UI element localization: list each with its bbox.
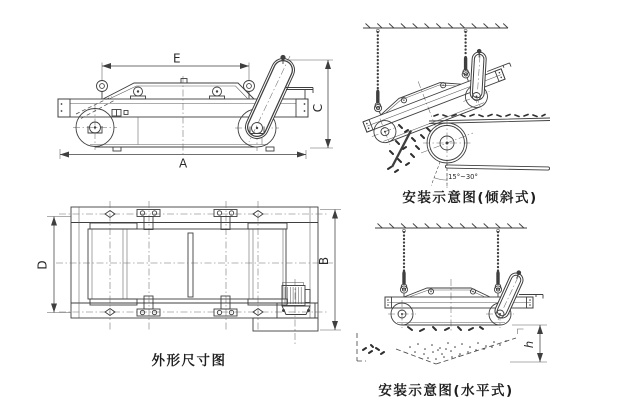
horizontal-installation-view [357, 224, 547, 400]
plan-view-caption: 外形尺寸图 [151, 353, 227, 369]
side-elevation-view [58, 52, 333, 171]
dim-label-e: E [173, 51, 181, 66]
left-pulley [73, 97, 117, 151]
material-dots [409, 340, 507, 360]
horizontal-view-caption: 安装示意图(水平式) [378, 383, 514, 399]
plan-view [36, 201, 342, 369]
dim-label-a: A [179, 156, 188, 171]
dimension-h [510, 325, 547, 362]
separator-machine-horizontal [385, 270, 543, 333]
dim-label-c: C [311, 103, 325, 113]
dim-label-b: B [317, 256, 331, 266]
inclined-view-caption: 安装示意图(倾斜式) [402, 190, 538, 206]
right-pulley-and-drive [235, 55, 313, 151]
ceiling [363, 24, 508, 29]
plan-frame [71, 207, 318, 318]
dimension-E [102, 52, 249, 81]
belt-cleat [188, 233, 193, 297]
conveyor [421, 115, 550, 189]
dimension-A [60, 149, 306, 171]
dim-label-d: D [35, 260, 50, 270]
inclined-installation-view [353, 24, 550, 207]
angle-label: 15°~30° [448, 173, 478, 181]
dim-label-h: h [522, 340, 536, 349]
grease-cap [280, 55, 285, 60]
drive-motor [253, 283, 318, 332]
dimension-D [36, 217, 72, 313]
top-frame [103, 79, 254, 100]
material-trough [357, 333, 516, 364]
attracted-iron-particles [408, 327, 483, 331]
motor-shelf [286, 88, 313, 100]
suspension-chains [375, 29, 468, 108]
ceiling [375, 224, 527, 229]
